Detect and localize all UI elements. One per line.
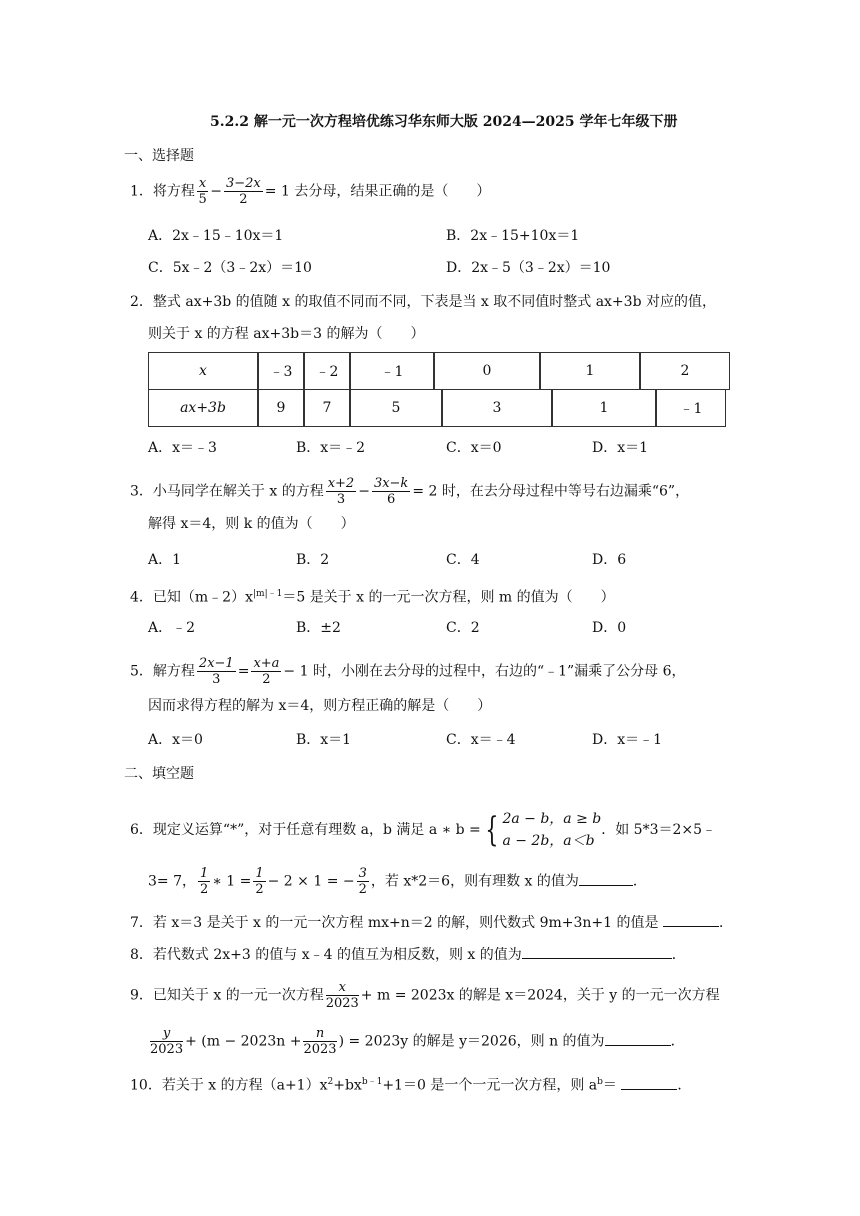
option-c: C．4 bbox=[446, 552, 480, 568]
fraction: $\frac{3}{2}$ bbox=[358, 866, 367, 897]
option-a: A．x＝0 bbox=[148, 732, 203, 748]
option-d: D．2x﹣5（3﹣2x）＝10 bbox=[446, 260, 611, 276]
fraction: $\frac{2x-1}{3}$ bbox=[198, 656, 234, 687]
table-cell: 7 bbox=[304, 389, 350, 427]
question-7: 7．若 x＝3 是关于 x 的一元一次方程 mx+n＝2 的解，则代数式 9m+3n+1 的值是 ． bbox=[130, 912, 733, 933]
option-a: A．﹣2 bbox=[148, 620, 196, 636]
answer-blank[interactable] bbox=[663, 912, 719, 927]
question-5: 5．解方程 $\frac{2x-1}{3}$ = $\frac{x+a}{2}$ − 1 时，小刚在去分母的过程中，右边的“﹣1”漏乘了公分母 6， bbox=[130, 656, 686, 687]
option-d: D．x＝﹣1 bbox=[592, 732, 663, 748]
table-cell: ﹣3 bbox=[258, 352, 304, 390]
question-6-line2: 3= 7， $\frac{1}{2}$ ∗ 1 = $\frac{1}{2}$ − 2 × 1 = − $\frac{3}{2}$ ，若 x*2＝6，则有理数 x 的值为 ． bbox=[148, 866, 647, 897]
option-d: D．x＝1 bbox=[592, 440, 649, 456]
table-cell: 9 bbox=[258, 389, 304, 427]
fraction: $\frac{3-2x}{2}$ bbox=[226, 176, 261, 207]
question-9: 9．已知关于 x 的一元一次方程 $\frac{x}{2023}$ + m = 2023x 的解是 x＝2024，关于 y 的一元一次方程 bbox=[130, 980, 720, 1011]
table-cell: x bbox=[148, 352, 258, 390]
option-b: B．±2 bbox=[296, 620, 341, 636]
fraction: $\frac{x}{5}$ bbox=[198, 176, 207, 207]
fraction: $\frac{x+2}{3}$ bbox=[327, 476, 355, 507]
question-1: 1．将方程 $\frac{x}{5}$ − $\frac{3-2x}{2}$ = 1 去分母，结果正确的是（ ） bbox=[130, 176, 491, 207]
table-cell: 3 bbox=[442, 389, 552, 427]
question-4: 4．已知$(m﹣2)x^{|m|﹣1}=5$ 是关于 x 的一元一次方程，则 m 的值为（ ） bbox=[130, 589, 615, 606]
table-row bbox=[148, 389, 726, 427]
table-cell: ﹣1 bbox=[350, 352, 434, 390]
answer-blank[interactable] bbox=[605, 1031, 671, 1046]
question-8: 8．若代数式 2x+3 的值与 x﹣4 的值互为相反数，则 x 的值为 ． bbox=[130, 944, 686, 965]
option-c: C．x＝﹣4 bbox=[446, 732, 516, 748]
table-cell: ax+3b bbox=[148, 389, 258, 427]
question-text: = 1 去分母，结果正确的是（ ） bbox=[264, 183, 491, 200]
table-cell: 1 bbox=[540, 352, 640, 390]
option-a: A．x＝﹣3 bbox=[148, 440, 217, 456]
table-cell: ﹣1 bbox=[656, 389, 726, 427]
question-6: 6．现定义运算“*”，对于任意有理数 a，b 满足 a ∗ b = { 2a − b，a ≥ b a − 2b，a＜b ．如 5*3＝2×5﹣ bbox=[130, 810, 717, 850]
option-b: B．x＝﹣2 bbox=[296, 440, 366, 456]
question-5-line2: 因而求得方程的解为 x＝4，则方程正确的解是（ ） bbox=[148, 698, 492, 714]
option-c: C．x＝0 bbox=[446, 440, 502, 456]
piecewise-definition: 2a − b，a ≥ b a − 2b，a＜b bbox=[502, 811, 602, 849]
question-10: 10．若关于 x 的方程$(a+1)x^2+bx^{b﹣1}+1=0$ 是一个一元一次方程，则 $a^b=$ ． bbox=[130, 1072, 691, 1096]
table-cell: 0 bbox=[434, 352, 540, 390]
table-cell: 5 bbox=[350, 389, 442, 427]
fraction: $\frac{n}{2023}$ bbox=[303, 1026, 337, 1057]
option-c: C．2 bbox=[446, 620, 480, 636]
answer-blank[interactable] bbox=[579, 871, 633, 886]
table-cell: 2 bbox=[640, 352, 730, 390]
table-cell: ﹣2 bbox=[304, 352, 350, 390]
option-b: B．2x﹣15+10x＝1 bbox=[446, 228, 580, 244]
fraction: $\frac{x}{2023}$ bbox=[325, 980, 359, 1011]
option-b: B．x＝1 bbox=[296, 732, 352, 748]
section-heading-choice: 一、选择题 bbox=[124, 148, 194, 164]
section-heading-fill: 二、填空题 bbox=[124, 766, 194, 782]
question-2-line2: 则关于 x 的方程 ax+3b＝3 的解为（ ） bbox=[148, 326, 425, 342]
option-c: C．5x﹣2（3﹣2x）＝10 bbox=[148, 260, 312, 276]
table-cell: 1 bbox=[552, 389, 656, 427]
option-a: A．2x﹣15﹣10x＝1 bbox=[148, 228, 284, 244]
answer-blank[interactable] bbox=[522, 944, 672, 959]
question-9-line2: $\frac{y}{2023}$ + (m − 2023n + $\frac{n}{2023}$ ) = 2023y 的解是 y＝2026，则 n 的值为 ． bbox=[150, 1026, 685, 1057]
answer-blank[interactable] bbox=[621, 1075, 677, 1090]
question-3: 3．小马同学在解关于 x 的方程 $\frac{x+2}{3}$ − $\frac{3x-k}{6}$ = 2 时，在去分母过程中等号右边漏乘“6”， bbox=[130, 476, 690, 507]
fraction: $\frac{x+a}{2}$ bbox=[253, 656, 280, 687]
option-d: D．6 bbox=[592, 552, 627, 568]
option-b: B．2 bbox=[296, 552, 330, 568]
option-d: D．0 bbox=[592, 620, 627, 636]
fraction: $\frac{1}{2}$ bbox=[255, 866, 264, 897]
table-row bbox=[148, 352, 730, 390]
document-title: 5.2.2 解一元一次方程培优练习华东师大版 2024—2025 学年七年级下册 bbox=[210, 114, 678, 130]
fraction: $\frac{1}{2}$ bbox=[200, 866, 209, 897]
fraction: $\frac{y}{2023}$ bbox=[150, 1026, 184, 1057]
fraction: $\frac{3x-k}{6}$ bbox=[373, 476, 409, 507]
option-a: A．1 bbox=[148, 552, 182, 568]
question-2-line1: 2．整式 ax+3b 的值随 x 的取值不同而不同，下表是当 x 取不同值时整式 ax+3b 对应的值， bbox=[130, 294, 716, 310]
question-text: 1．将方程 bbox=[130, 183, 195, 200]
question-3-line2: 解得 x＝4，则 k 的值为（ ） bbox=[148, 516, 355, 532]
